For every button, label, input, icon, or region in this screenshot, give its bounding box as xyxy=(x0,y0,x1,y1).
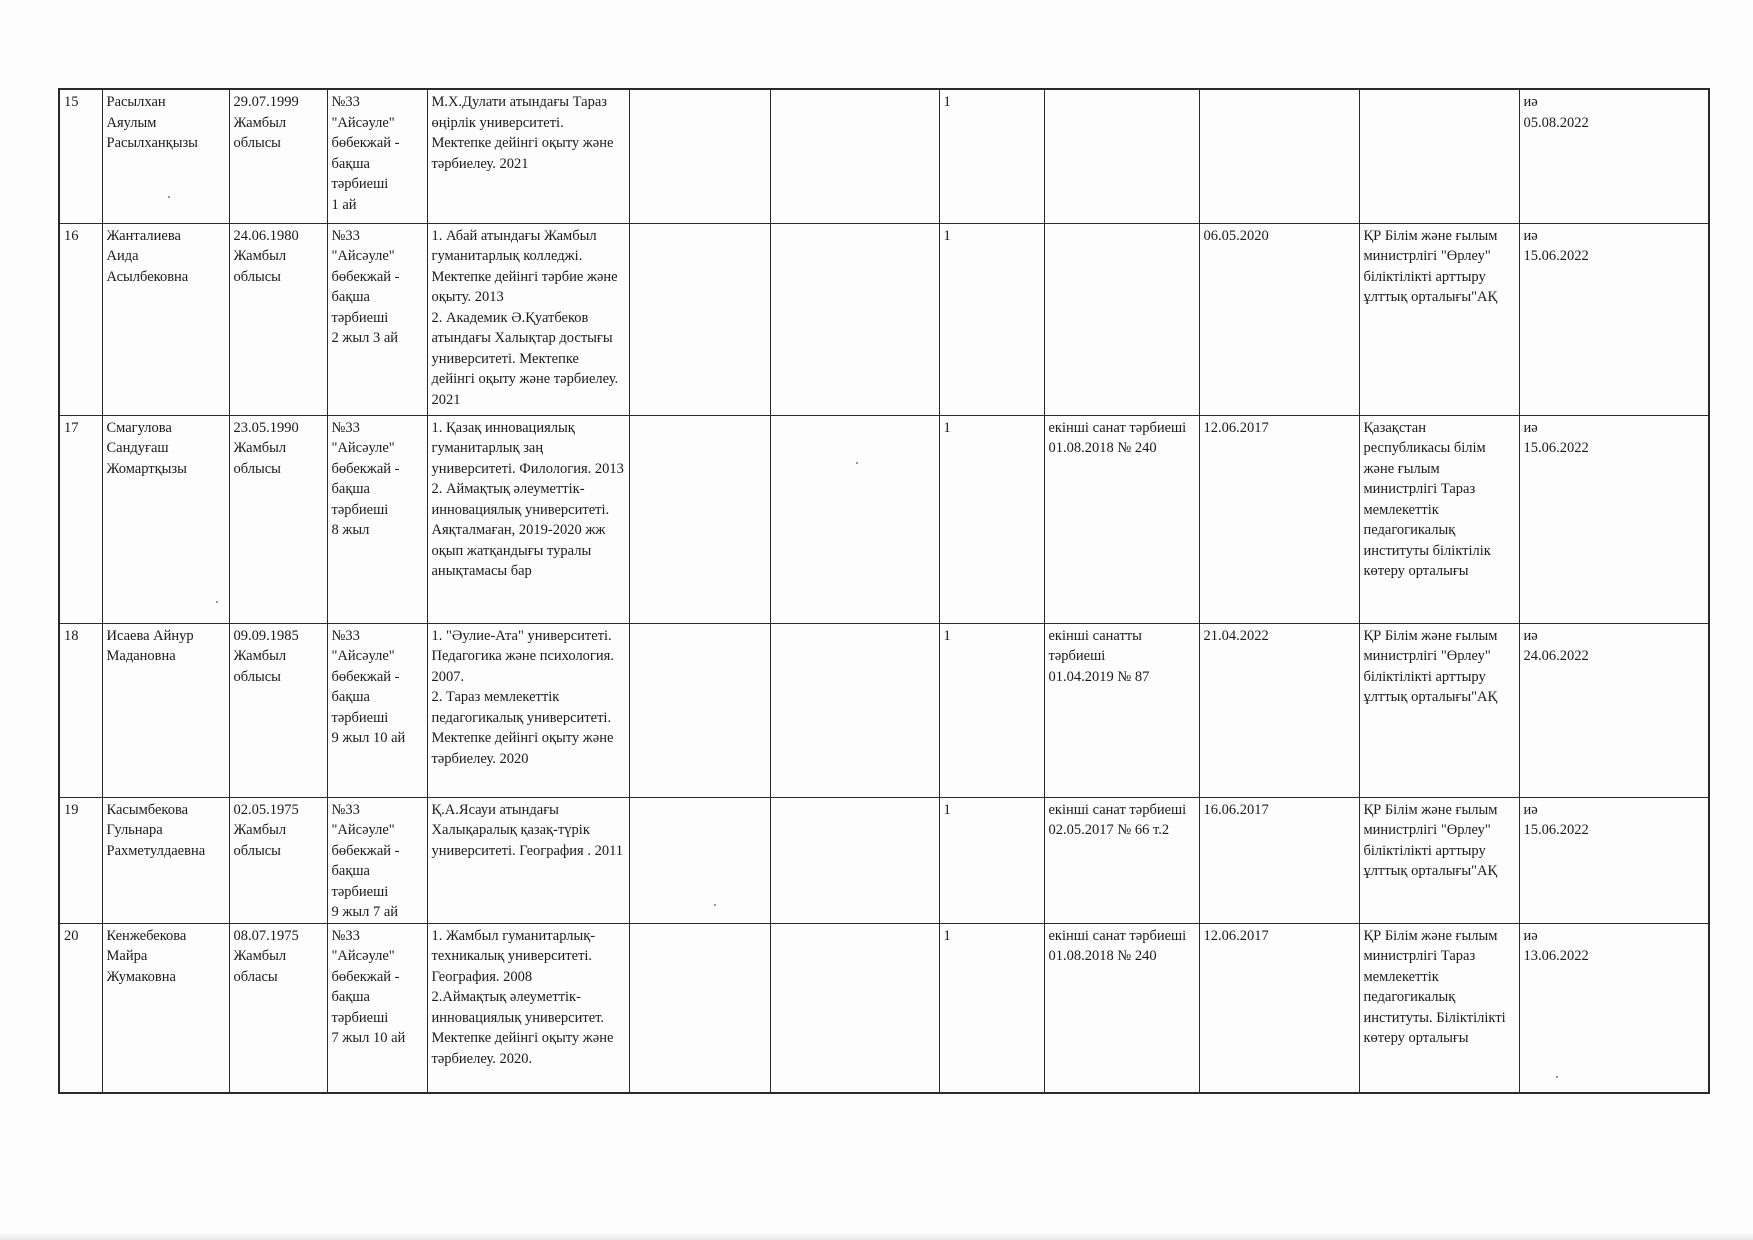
row-number-cell: 18 xyxy=(59,623,102,797)
empty-cell xyxy=(770,623,939,797)
full-name-cell: Кенжебекова Майра Жумаковна xyxy=(102,923,229,1093)
empty-cell xyxy=(629,797,770,923)
birth-info-cell: 02.05.1975 Жамбыл облысы xyxy=(229,797,327,923)
row-number-cell: 15 xyxy=(59,89,102,223)
education-cell: Қ.А.Ясауи атындағы Халықаралық қазақ-түрік университеті. География . 2011 xyxy=(427,797,629,923)
empty-cell xyxy=(770,797,939,923)
empty-cell xyxy=(770,415,939,623)
rate-cell: 1 xyxy=(939,797,1044,923)
scan-bottom-edge xyxy=(0,1232,1753,1240)
scan-speck xyxy=(856,462,858,464)
category-cell: екінші санатты тәрбиеші 01.04.2019 № 87 xyxy=(1044,623,1199,797)
course-organization-cell: Қазақстан республикасы білім және ғылым министрлігі Тараз мемлекеттік педагогикалық институты біліктілік көтеру орталығы xyxy=(1359,415,1519,623)
category-cell: екінші санат тәрбиеші 01.08.2018 № 240 xyxy=(1044,415,1199,623)
course-date-cell: 16.06.2017 xyxy=(1199,797,1359,923)
education-cell: 1. Қазақ инновациялық гуманитарлық заң университеті. Филология. 2013 2. Аймақтық әлеуметтік-инновациялық университеті. Аяқталмаған, 2019-2020 жж оқып жатқандығы туралы анықтамасы бар xyxy=(427,415,629,623)
empty-cell xyxy=(770,89,939,223)
row-number-cell: 16 xyxy=(59,223,102,415)
course-organization-cell: ҚР Білім және ғылым министрлігі "Өрлеу" біліктілікті арттыру ұлттық орталығы"АҚ xyxy=(1359,223,1519,415)
scan-speck xyxy=(168,196,170,198)
status-cell: иә 15.06.2022 xyxy=(1519,223,1709,415)
scan-speck xyxy=(216,601,218,603)
empty-cell xyxy=(770,223,939,415)
full-name-cell: Смагулова Сандуғаш Жомартқызы xyxy=(102,415,229,623)
position-cell: №33 "Айсәуле" бөбекжай - бақша тәрбиеші 9 жыл 7 ай xyxy=(327,797,427,923)
status-cell: иә 24.06.2022 xyxy=(1519,623,1709,797)
empty-cell xyxy=(629,89,770,223)
status-cell: иә 05.08.2022 xyxy=(1519,89,1709,223)
category-cell: екінші санат тәрбиеші 01.08.2018 № 240 xyxy=(1044,923,1199,1093)
birth-info-cell: 09.09.1985 Жамбыл облысы xyxy=(229,623,327,797)
category-cell xyxy=(1044,223,1199,415)
birth-info-cell: 24.06.1980 Жамбыл облысы xyxy=(229,223,327,415)
position-cell: №33 "Айсәуле" бөбекжай - бақша тәрбиеші 2 жыл 3 ай xyxy=(327,223,427,415)
education-cell: 1. Жамбыл гуманитарлық-техникалық университеті. География. 2008 2.Аймақтық әлеуметтік-инновациялық университет. Мектепке дейінгі оқыту және тәрбиелеу. 2020. xyxy=(427,923,629,1093)
category-cell: екінші санат тәрбиеші 02.05.2017 № 66 т.2 xyxy=(1044,797,1199,923)
empty-cell xyxy=(629,923,770,1093)
education-cell: 1. Абай атындағы Жамбыл гуманитарлық колледжі. Мектепке дейінгі тәрбие және оқыту. 2013 2. Академик Ә.Қуатбеков атындағы Халықтар достығы университеті. Мектепке дейінгі оқыту және тәрбиелеу. 2021 xyxy=(427,223,629,415)
staff-table xyxy=(58,88,1710,1094)
rate-cell: 1 xyxy=(939,415,1044,623)
category-cell xyxy=(1044,89,1199,223)
status-cell: иә 15.06.2022 xyxy=(1519,415,1709,623)
table-row xyxy=(59,623,1709,797)
full-name-cell: Касымбекова Гульнара Рахметулдаевна xyxy=(102,797,229,923)
course-date-cell xyxy=(1199,89,1359,223)
position-cell: №33 "Айсәуле" бөбекжай - бақша тәрбиеші 9 жыл 10 ай xyxy=(327,623,427,797)
row-number-cell: 19 xyxy=(59,797,102,923)
table-body xyxy=(59,89,1709,1093)
course-organization-cell: ҚР Білім және ғылым министрлігі "Өрлеу" біліктілікті арттыру ұлттық орталығы"АҚ xyxy=(1359,797,1519,923)
education-cell: 1. "Әулие-Ата" университеті. Педагогика және психология. 2007. 2. Тараз мемлекеттік педагогикалық университеті. Мектепке дейінгі оқыту және тәрбиелеу. 2020 xyxy=(427,623,629,797)
rate-cell: 1 xyxy=(939,623,1044,797)
position-cell: №33 "Айсәуле" бөбекжай - бақша тәрбиеші 1 ай xyxy=(327,89,427,223)
position-cell: №33 "Айсәуле" бөбекжай - бақша тәрбиеші 8 жыл xyxy=(327,415,427,623)
course-date-cell: 21.04.2022 xyxy=(1199,623,1359,797)
status-cell: иә 15.06.2022 xyxy=(1519,797,1709,923)
scan-speck xyxy=(1556,1076,1558,1078)
table-row xyxy=(59,797,1709,923)
full-name-cell: Исаева Айнур Мадановна xyxy=(102,623,229,797)
position-cell: №33 "Айсәуле" бөбекжай - бақша тәрбиеші 7 жыл 10 ай xyxy=(327,923,427,1093)
empty-cell xyxy=(629,415,770,623)
table-row xyxy=(59,223,1709,415)
education-cell: М.Х.Дулати атындағы Тараз өңірлік университеті. Мектепке дейінгі оқыту және тәрбиелеу. 2021 xyxy=(427,89,629,223)
full-name-cell: Жанталиева Аида Асылбековна xyxy=(102,223,229,415)
course-date-cell: 12.06.2017 xyxy=(1199,415,1359,623)
course-organization-cell xyxy=(1359,89,1519,223)
birth-info-cell: 23.05.1990 Жамбыл облысы xyxy=(229,415,327,623)
empty-cell xyxy=(629,623,770,797)
status-cell: иә 13.06.2022 xyxy=(1519,923,1709,1093)
course-organization-cell: ҚР Білім және ғылым министрлігі Тараз мемлекеттік педагогикалық институты. Біліктілікті көтеру орталығы xyxy=(1359,923,1519,1093)
course-date-cell: 06.05.2020 xyxy=(1199,223,1359,415)
rate-cell: 1 xyxy=(939,89,1044,223)
scan-speck xyxy=(714,904,716,906)
row-number-cell: 17 xyxy=(59,415,102,623)
birth-info-cell: 29.07.1999 Жамбыл облысы xyxy=(229,89,327,223)
course-date-cell: 12.06.2017 xyxy=(1199,923,1359,1093)
row-number-cell: 20 xyxy=(59,923,102,1093)
rate-cell: 1 xyxy=(939,923,1044,1093)
rate-cell: 1 xyxy=(939,223,1044,415)
table-row xyxy=(59,923,1709,1093)
course-organization-cell: ҚР Білім және ғылым министрлігі "Өрлеу" біліктілікті арттыру ұлттық орталығы"АҚ xyxy=(1359,623,1519,797)
table-row xyxy=(59,415,1709,623)
full-name-cell: Расылхан Аяулым Расылханқызы xyxy=(102,89,229,223)
empty-cell xyxy=(770,923,939,1093)
birth-info-cell: 08.07.1975 Жамбыл обласы xyxy=(229,923,327,1093)
empty-cell xyxy=(629,223,770,415)
table-row xyxy=(59,89,1709,223)
